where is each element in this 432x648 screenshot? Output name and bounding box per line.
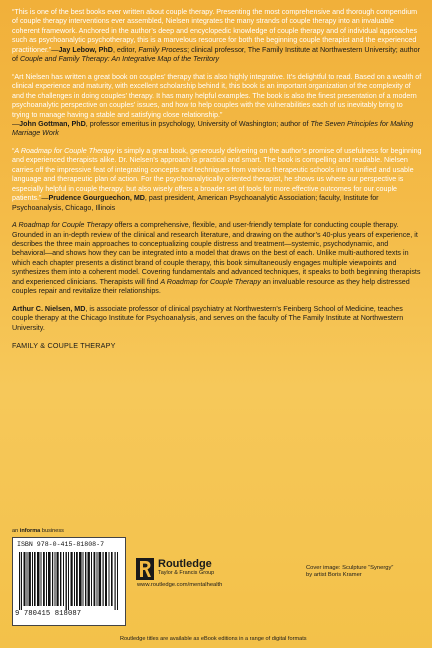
- endorsement-lebow: “This is one of the best books ever written about couple therapy. Presenting the most comprehensive and thorough compendium of couple therapy interventions ever assembled, Nielsen integrates the many strands of couple therapy into an invaluable coherent framework. Anchored in the author’s deep and encyclopedic knowledge of couple therapy and of individual approaches such as psychoanalytic psychotherapy, this is a marvelous resource for both the beginning couple therapist and the experienced practitioner.”—Jay Lebow, PhD, editor, Family Process; clinical professor, The Family Institute at Northwestern University; author of Couple and Family Therapy: An Integrative Map of the Territory: [12, 8, 420, 64]
- barcode-number: 9 780415 818087: [15, 610, 82, 618]
- publisher-url[interactable]: www.routledge.com/mentalhealth: [137, 582, 223, 588]
- endorsement-gottman: “Art Nielsen has written a great book on couples’ therapy that is also highly integrative. It’s delightful to read. Based on a wealth of clinical experience and maturity, with excellent scholarship behind it, this book is an important organization of the complexity of and the challenges in doing couples’ therapy. It has many helpful examples. The book is also the finest presentation of a modern psychoanalytic perspective on couples’ issues, and how to help couples with the vulnerabilities each of us inevitably bring to trying to manage having a stable and satisfying close relationship.” —John Gottman, PhD, professor emeritus in psychology, University of Washington; author of The Seven Principles for Making Marriage Work: [12, 72, 422, 138]
- cover-image-credit: Cover image: Sculpture “Synergy” by artist Boris Kramer: [306, 565, 394, 578]
- barcode-icon: [19, 552, 119, 610]
- endorsement-attribution: —Jay Lebow, PhD, editor, Family Process; clinical professor, The Family Institute at Northwestern University; author of Couple and Family Therapy: An Integrative Map of the Territory: [12, 45, 420, 64]
- publisher-name: Routledge: [158, 558, 212, 570]
- endorsement-gourguechon: “A Roadmap for Couple Therapy is simply a great book, generously delivering on the author’s promise of usefulness for beginning and experienced therapists alike. Dr. Nielsen’s approach is practical and smart. The book is compelling and readable. Nielsen carries off the impressive feat of integrating concepts and techniques from various therapeutic schools into a unified and usable language and therapeutic plan of action. For the psychoanalytically oriented therapist, he shows us where our perspective is especially helpful in couple therapy, but also wisely offers a broader set of tools for more effective outcomes for our couple patients.”—Prudence Gourguechon, MD, past president, American Psychoanalytic Association; faculty, Institute for Psychoanalysis, Chicago, Illinois: [12, 146, 422, 212]
- ebook-note: Routledge titles are available as eBook editions in a range of digital formats: [120, 636, 307, 642]
- informa-business-label: an informa business: [12, 528, 64, 534]
- publisher-group: Taylor & Francis Group: [158, 570, 215, 576]
- isbn-barcode: [12, 537, 126, 626]
- endorsement-attribution: —Prudence Gourguechon, MD, past president, American Psychoanalytic Association; faculty, Institute for Psychoanalysis, Chicago, Illinois: [12, 194, 379, 212]
- subject-category: FAMILY & COUPLE THERAPY: [12, 341, 116, 351]
- cover-text: [12, 8, 422, 359]
- book-description: A Roadmap for Couple Therapy offers a comprehensive, flexible, and user-friendly template for conducting couple therapy. Grounded in an in-depth review of the clinical and research literature, and drawing on the author’s 40-plus years of experience, it describes the three main approaches to conceptualizing couple distress and treatment—systemic, psychodynamic, and behavioral—and shows how they can be integrated into a model that draws on the best of each. Unlike multi-authored texts in which each chapter presents a distinct brand of couple therapy, this book simultaneously engages multiple viewpoints and synthesizes them into a coherent model. Covering fundamentals and advanced techniques, it speaks to both beginning therapists and experienced clinicians. Therapists will find A Roadmap for Couple Therapy an invaluable resource as they help distressed couples repair and revitalize their relationships.: [12, 221, 421, 296]
- author-bio: Arthur C. Nielsen, MD, is associate professor of clinical psychiatry at Northwestern’s Feinberg School of Medicine, teaches couple therapy at the Chicago Institute for Psychoanalysis, and serves on the faculty of The Family Institute at Northwestern University.: [12, 304, 404, 332]
- endorsement-attribution: —John Gottman, PhD, professor emeritus in psychology, University of Washington; author of The Seven Principles for Making Marriage Work: [12, 119, 414, 138]
- cover-footer: [0, 528, 432, 648]
- isbn-label: ISBN 978-0-415-81808-7: [17, 541, 105, 548]
- routledge-logo-icon: [136, 558, 154, 580]
